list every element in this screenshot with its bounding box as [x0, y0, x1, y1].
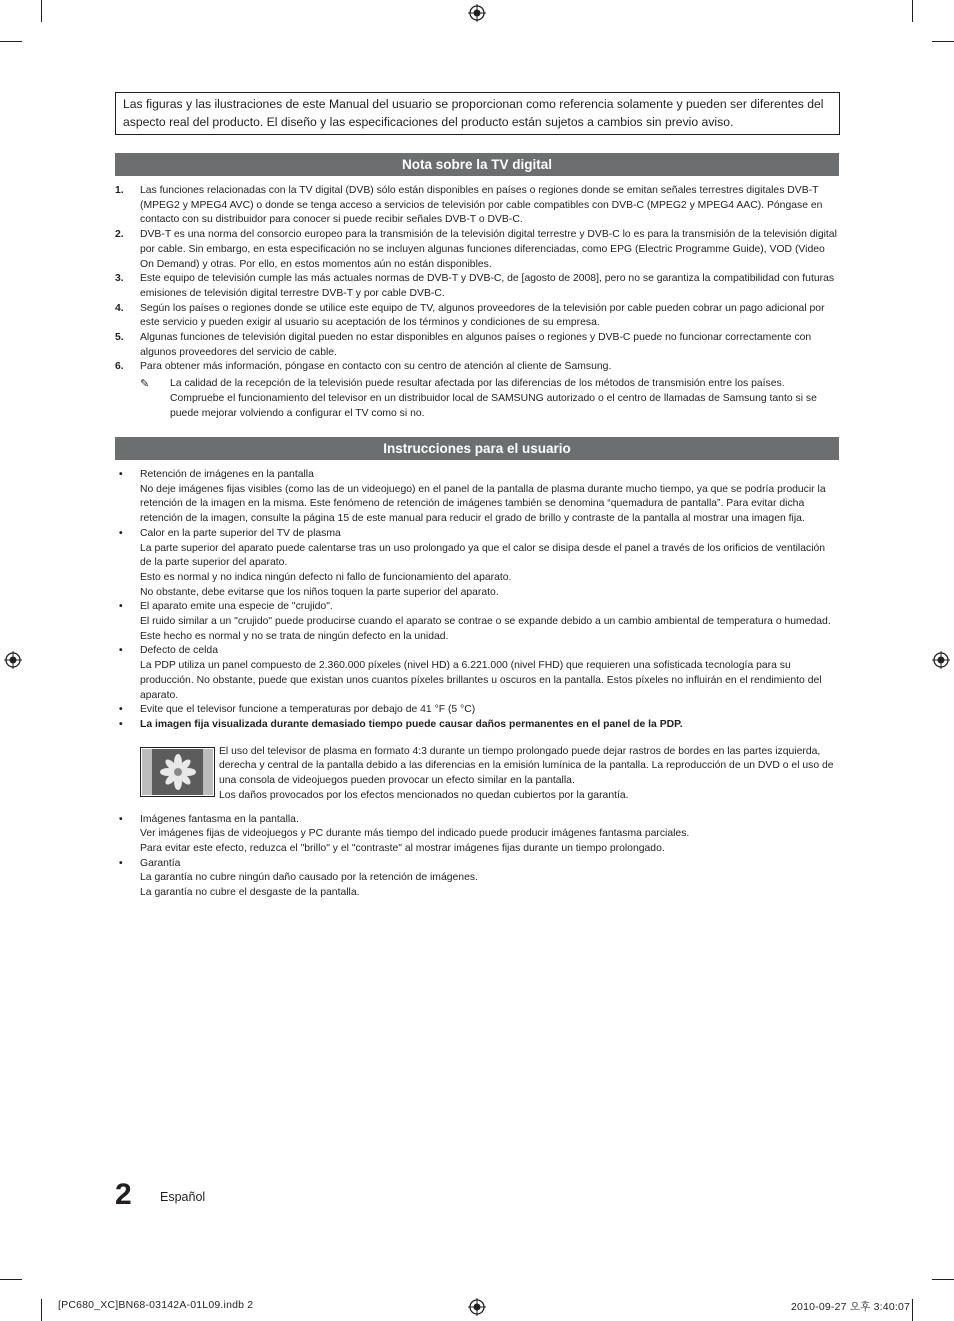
item-text: Algunas funciones de televisión digital pueden no estar disponibles en algunos países o regiones y DVB-C puede no funcionar correctamente con algunos proveedores del servicio de cable. — [140, 332, 812, 358]
item-title: Calor en la parte superior del TV de plasma — [140, 527, 341, 539]
digital-notes-list — [115, 184, 837, 421]
bullet-icon: • — [119, 645, 123, 657]
bullet-icon: • — [119, 857, 123, 869]
image-note-line: El uso del televisor de plasma en formato 4:3 durante un tiempo prolongado puede dejar rastros de bordes en las partes izquierda, derecha y central de la pantalla debido a las diferencias en la emisión lumínica de la pantalla. La reproducción de un DVD o el uso de una consola de videojuegos pueden provocar un efecto similar en la pantalla. — [219, 745, 834, 787]
item-text: La garantía no cubre el desgaste de la pantalla. — [140, 887, 360, 899]
crop-mark — [41, 0, 42, 22]
list-item — [115, 468, 837, 527]
item-number: 1. — [115, 185, 124, 196]
crop-mark — [912, 0, 913, 22]
item-title: Defecto de celda — [140, 645, 218, 657]
list-item — [115, 703, 837, 718]
note — [115, 377, 837, 421]
item-number: 4. — [115, 302, 124, 314]
crop-mark — [41, 1299, 42, 1321]
pencil-note-icon: ✎ — [140, 378, 150, 391]
flower-screen-icon — [142, 749, 213, 795]
section-title-digital: Nota sobre la TV digital — [115, 153, 839, 176]
bullet-icon: • — [119, 704, 123, 716]
notice-box: Las figuras y las ilustraciones de este Manual del usuario se proporcionan como referencia solamente y pueden ser diferentes del aspecto real del producto. El diseño y las especificaciones del producto están sujetos a cambios sin previo aviso. — [115, 92, 840, 135]
crop-mark — [932, 1279, 954, 1280]
registration-mark-icon — [468, 4, 486, 22]
list-item — [115, 360, 837, 375]
registration-mark-icon — [932, 651, 950, 669]
item-number: 6. — [115, 361, 124, 373]
item-title: La imagen fija visualizada durante demasiado tiempo puede causar daños permanentes en el panel de la PDP. — [140, 718, 683, 730]
item-title: Retención de imágenes en la pantalla — [140, 469, 314, 480]
item-number: 3. — [115, 273, 124, 285]
crop-mark — [0, 1279, 22, 1280]
item-text: Para evitar este efecto, reduzca el "brillo" y el "contraste" al mostrar imágenes fijas durante un tiempo prolongado. — [140, 843, 665, 855]
section-title-user: Instrucciones para el usuario — [115, 437, 839, 460]
item-text: No obstante, debe evitarse que los niños toquen la parte superior del aparato. — [140, 586, 499, 598]
item-title: Imágenes fantasma en la pantalla. — [140, 813, 299, 825]
list-item — [115, 302, 837, 331]
image-note — [140, 745, 837, 807]
registration-mark-icon — [468, 1298, 486, 1316]
image-note-text — [219, 745, 837, 804]
item-text: El ruido similar a un "crujido" puede producirse cuando el aparato se contrae o se expande debido a un cambio ambiental de temperatura o humedad. Este hecho es normal y no se trata de ningún defecto en la unidad. — [140, 616, 831, 642]
bullet-icon: • — [119, 601, 123, 613]
crop-mark — [932, 41, 954, 42]
image-note-line: Los daños provocados por los efectos mencionados no quedan cubiertos por la garantía. — [219, 789, 629, 801]
list-item — [115, 272, 837, 301]
item-text: La parte superior del aparato puede calentarse tras un uso prolongado ya que el calor se disipa desde el panel a través de los orificios de ventilación de la parte superior del aparato. — [140, 542, 826, 569]
item-text: Según los países o regiones donde se utilice este equipo de TV, algunos proveedores de la televisión por cable pueden cobrar un pago adicional por este servicio y pueden exigir al usuario su aceptación de los términos y condiciones de su empresa. — [140, 302, 825, 329]
item-text: La garantía no cubre ningún daño causado por la retención de imágenes. — [140, 872, 478, 884]
bullet-icon: • — [119, 527, 123, 539]
list-item — [115, 184, 837, 228]
user-instructions-list — [115, 468, 837, 901]
list-item — [115, 857, 837, 901]
bullet-icon: • — [119, 718, 123, 730]
list-item — [115, 644, 837, 703]
list-item — [115, 813, 837, 857]
item-text: Para obtener más información, póngase en contacto con su centro de atención al cliente de Samsung. — [140, 361, 612, 373]
item-title: Garantía — [140, 857, 181, 869]
page-number: 2 — [115, 1178, 132, 1211]
item-text: No deje imágenes fijas visibles (como las de un videojuego) en el panel de la pantalla de plasma durante mucho tiempo, ya que se podría producir la retención de la imagen en la misma. Este fenómeno de retención de imágenes también se denomina “quemadura de pantalla”. Para evitar dicha retención de la imagen, consulte la página 15 de este manual para reducir el grado de brillo y contraste de la pantalla al mostrar una imagen fija. — [140, 483, 826, 525]
registration-mark-icon — [4, 651, 22, 669]
print-file-info: [PC680_XC]BN68-03142A-01L09.indb 2 — [58, 1299, 254, 1311]
item-title: El aparato emite una especie de "crujido". — [140, 601, 333, 613]
list-item — [115, 600, 837, 644]
item-number: 2. — [115, 229, 124, 241]
item-title: Evite que el televisor funcione a temperaturas por debajo de 41 °F (5 °C) — [140, 704, 476, 716]
print-timestamp: 2010-09-27 오후 3:40:07 — [791, 1301, 911, 1313]
tv-burn-in-image — [140, 747, 215, 797]
list-item — [115, 228, 837, 272]
item-text: La PDP utiliza un panel compuesto de 2.360.000 píxeles (nivel HD) a 6.221.000 (nivel FHD) que requieren una sofisticada tecnología para su producción. No obstante, puede que existan unos cuantos píxeles brillantes u oscuros en la pantalla. Estos píxeles no influirán en el rendimiento del aparato. — [140, 660, 822, 701]
item-text: Esto es normal y no indica ningún defecto ni fallo de funcionamiento del aparato. — [140, 571, 512, 583]
item-number: 5. — [115, 332, 124, 344]
item-text: Ver imágenes fijas de videojuegos y PC durante más tiempo del indicado puede producir imágenes fantasma parciales. — [140, 828, 690, 840]
item-text: DVB-T es una norma del consorcio europeo para la transmisión de la televisión digital terrestre y DVB-C lo es para la transmisión de la televisión digital por cable. Sin embargo, en esta especificación no se incluyen algunas funciones diferenciadas, como EPG (Electric Programme Guide), VOD (Video On Demand) y otras. Por ello, en estos momentos aún no están disponibles. — [140, 229, 837, 270]
bullet-icon: • — [119, 813, 123, 825]
language-label: Español — [160, 1190, 206, 1204]
note-text: La calidad de la recepción de la televisión puede resultar afectada por las diferencias de los métodos de transmisión entre los países. Compruebe el funcionamiento del televisor en un distribuidor local de SAMSUNG autorizado o el centro de llamadas de Samsung tanto si se puede mejorar volviendo a configurar el TV como si no. — [170, 378, 817, 419]
crop-mark — [912, 1299, 913, 1321]
list-item — [115, 527, 837, 601]
item-text: Las funciones relacionadas con la TV digital (DVB) sólo están disponibles en países o regiones donde se emitan señales terrestres digitales DVB-T (MPEG2 y MPEG4 AVC) o donde se tenga acceso a servicios de televisión por cable compatibles con DVB-C (MPEG2 y MPEG4 AAC). Póngase en contacto con su distribuidor para conocer si puede recibir señales DVB-T o DVB-C. — [140, 185, 823, 226]
list-item — [115, 718, 837, 733]
item-text: Este equipo de televisión cumple las más actuales normas de DVB-T y DVB-C, de [agosto de 2008], pero no se garantiza la compatibilidad con futuras emisiones de televisión digital terrestre DVB-T y por cable DVB-C. — [140, 273, 835, 299]
crop-mark — [0, 41, 22, 42]
list-item — [115, 331, 837, 360]
bullet-icon: • — [119, 469, 123, 480]
